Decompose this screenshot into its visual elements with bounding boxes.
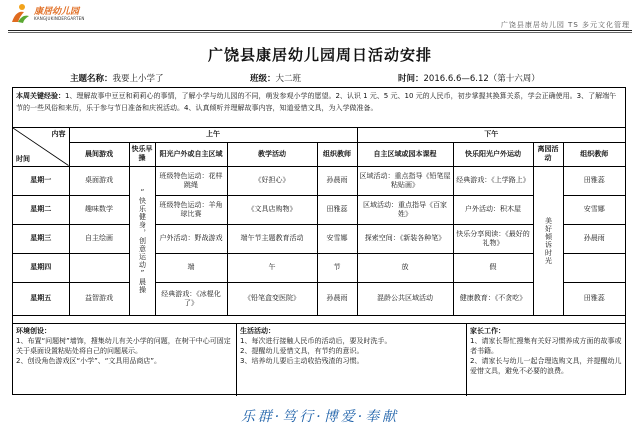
organizer-pm-cell: 安雪娜 <box>563 195 625 224</box>
exercise-vertical-text: “快乐健身，创意运动”晨操 <box>138 187 147 294</box>
outdoor-am-cell: 班级特色运动：花样跳绳 <box>155 166 227 195</box>
leave-merged-cell <box>533 166 563 315</box>
life-item: 1、每次进行接触人民币的活动后，要及时洗手。 <box>240 337 392 345</box>
logo-figure-icon <box>8 2 32 26</box>
teaching-cell: 《文具店购物》 <box>227 195 317 224</box>
table-corner <box>13 128 69 166</box>
theme-value: 我要上小学了 <box>112 74 164 84</box>
life-title: 生活活动： <box>240 327 275 335</box>
outdoor-pm-cell: 经典游戏：《上学路上》 <box>453 166 533 195</box>
organizer-am-cell: 孙晨雨 <box>317 166 357 195</box>
family-item: 2、请家长与幼儿一起合理选购文具，并提醒幼儿爱惜文具，避免不必要的浪费。 <box>470 357 622 375</box>
organizer-am-cell: 孙晨雨 <box>317 282 357 315</box>
morning-header: 上午 <box>69 128 357 142</box>
life-item: 2、提醒幼儿爱惜文具，有节约的意识。 <box>240 347 364 355</box>
organizer-pm-cell: 孙晨雨 <box>563 224 625 253</box>
area-pm-cell: 混龄公共区域活动 <box>357 282 453 315</box>
holiday-cell: 假 <box>453 253 533 282</box>
col-morning-game: 晨间游戏 <box>69 142 129 166</box>
day-label: 星期五 <box>13 282 69 315</box>
leave-vertical-text: 美好倾诉时光 <box>544 216 553 265</box>
environment-item: 1、布置“问题树”墙饰，搜集幼儿有关小学的问题，在树干中心可固定关于桌面设置粘贴处将自己的问题展示。 <box>16 337 231 355</box>
family-title: 家长工作： <box>470 327 505 335</box>
morning-game-cell: 自主绘画 <box>69 224 129 253</box>
morning-game-cell: 趣味数学 <box>69 195 129 224</box>
area-pm-cell: 探索空间：《新装各种笔》 <box>357 224 453 253</box>
summary-label: 本周关键经验： <box>16 92 65 100</box>
family-section <box>467 324 625 396</box>
class-value: 大二班 <box>275 74 302 84</box>
holiday-cell <box>69 253 129 282</box>
theme-info <box>70 72 164 84</box>
teaching-cell: 端午节主题教育活动 <box>227 224 317 253</box>
page-title: 广饶县康居幼儿园周日活动安排 <box>207 46 432 64</box>
holiday-cell: 节 <box>317 253 357 282</box>
table-row <box>13 166 625 195</box>
outdoor-am-cell: 经典游戏：《冰棍化了》 <box>155 282 227 315</box>
environment-title: 环境创设： <box>16 327 51 335</box>
col-organizer-pm: 组织教师 <box>563 142 625 166</box>
afternoon-header: 下午 <box>357 128 625 142</box>
holiday-cell: 放 <box>357 253 453 282</box>
col-organizer-am: 组织教师 <box>317 142 357 166</box>
environment-section <box>13 324 237 396</box>
header-tagline: 广饶县康居幼儿园 TS 多元文化管理 <box>500 21 630 29</box>
col-exercise: 快乐早操 <box>129 142 155 166</box>
schedule-table <box>13 128 625 316</box>
holiday-cell: 午 <box>227 253 317 282</box>
environment-item: 2、创设角色游戏区“小学”、“文具用品商店”。 <box>16 357 161 365</box>
day-label: 星期三 <box>13 224 69 253</box>
col-outdoor-am: 阳光户外或自主区域 <box>155 142 227 166</box>
day-label: 星期一 <box>13 166 69 195</box>
day-label: 星期二 <box>13 195 69 224</box>
day-label: 星期四 <box>13 253 69 282</box>
school-motto: 乐群·笃行·博爱·奉献 <box>240 409 400 425</box>
logo-chinese-name: 康居幼儿园 <box>34 7 80 17</box>
morning-game-cell: 益智游戏 <box>69 282 129 315</box>
outdoor-pm-cell: 户外活动：积木屋 <box>453 195 533 224</box>
summary-text: 1、理解故事中豆豆和莉莉心的事情，了解小学与幼儿园的不同，萌发参观小学的愿望。2、认识 1 元、5 元、10 元的人民币，初步掌握其换算关系，学会正确使用。3、了解端午节的一些风俗和来历，乐于参与节日准备和庆祝活动。4、认真倾听并理解故事内容，知道爱惜文具，为入学做准备。 <box>16 92 617 112</box>
teaching-cell: 《铅笔盒变医院》 <box>227 282 317 315</box>
organizer-pm-cell: 田雅蕊 <box>563 166 625 195</box>
life-item: 3、培养幼儿要后主动收拾残渣的习惯。 <box>240 357 364 365</box>
time-value: 2016.6.6—6.12（第十六周） <box>423 74 540 84</box>
holiday-cell <box>563 253 625 282</box>
class-info <box>250 72 301 84</box>
holiday-cell: 端 <box>155 253 227 282</box>
theme-label: 主题名称： <box>70 74 113 84</box>
outdoor-pm-cell: 快乐分享阅读：《最好的礼物》 <box>453 224 533 253</box>
bottom-section <box>13 323 625 396</box>
outdoor-pm-cell: 健康教育：《不贪吃》 <box>453 282 533 315</box>
time-label: 时间： <box>398 74 424 84</box>
exercise-merged-cell <box>129 166 155 315</box>
morning-game-cell: 桌面游戏 <box>69 166 129 195</box>
outdoor-am-cell: 班级特色运动：羊角球比赛 <box>155 195 227 224</box>
area-pm-cell: 区域活动：重点指导《百家姓》 <box>357 195 453 224</box>
header-rule-thin <box>8 32 632 33</box>
organizer-am-cell: 安雪娜 <box>317 224 357 253</box>
col-leave: 离园活动 <box>533 142 563 166</box>
family-item: 1、请家长帮忙搜集有关好习惯养成方面的故事或者书籍。 <box>470 337 622 355</box>
schedule-frame <box>12 87 626 395</box>
col-outdoor-pm: 快乐阳光户外运动 <box>453 142 533 166</box>
class-label: 班级： <box>250 74 276 84</box>
col-area-pm: 自主区域或园本课程 <box>357 142 453 166</box>
header-rule <box>8 30 632 31</box>
area-pm-cell: 区域活动：重点指导《铅笔屋粘贴画》 <box>357 166 453 195</box>
organizer-pm-cell: 田雅蕊 <box>563 282 625 315</box>
corner-time-label: 时间 <box>16 154 30 163</box>
kindergarten-logo <box>8 2 118 26</box>
col-teaching: 教学活动 <box>227 142 317 166</box>
time-info <box>398 72 540 84</box>
outdoor-am-cell: 户外活动：野战游戏 <box>155 224 227 253</box>
weekly-summary <box>13 88 625 128</box>
logo-english-name: KANGJUKINDERGARTEN <box>34 16 85 21</box>
life-section <box>237 324 467 396</box>
teaching-cell: 《好担心》 <box>227 166 317 195</box>
corner-content-label: 内容 <box>51 130 66 138</box>
organizer-am-cell: 田雅蕊 <box>317 195 357 224</box>
